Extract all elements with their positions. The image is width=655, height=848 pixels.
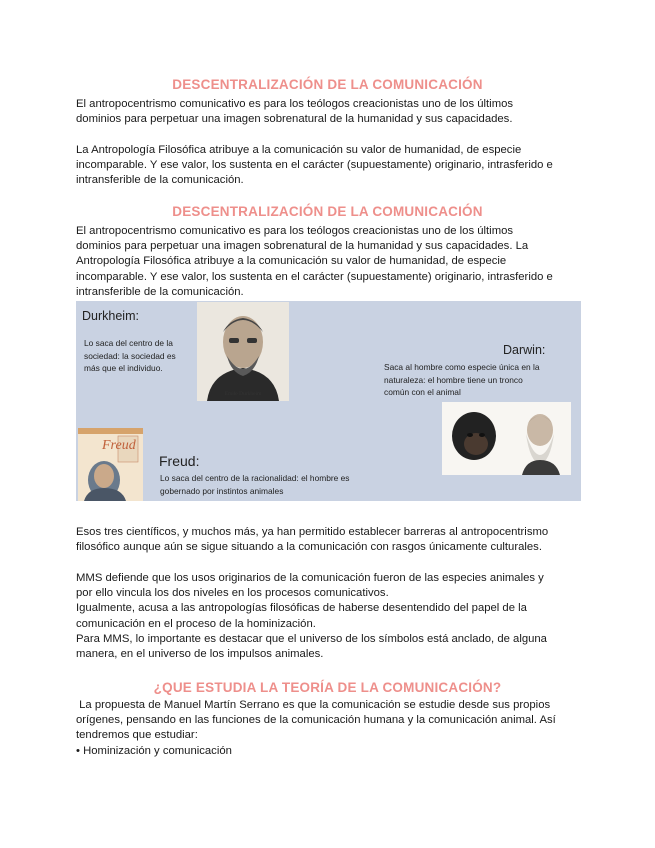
durkheim-photo-label: Emile Durkheim [224, 391, 262, 397]
durkheim-name: Durkheim: [82, 309, 139, 323]
freud-caption [160, 472, 349, 497]
section-title-descentralizacion-2: DESCENTRALIZACIÓN DE LA COMUNICACIÓN [172, 204, 483, 219]
durkheim-portrait-photo [197, 302, 289, 401]
caption-line: más que el individuo. [84, 363, 163, 373]
freud-book-title: Freud [102, 438, 136, 453]
ape-and-darwin-photo [442, 402, 571, 475]
text-line: incomparable. Y ese valor, los sustenta en el carácter (supuestamente) originario, intrasferido e [76, 159, 553, 172]
embedded-slide-image [76, 301, 581, 501]
text-line: Esos tres científicos, y muchos más, ya han permitido establecer barreras al antropocentrismo [76, 526, 549, 538]
text-line: comunicación en el proceso de la hominización. [76, 617, 316, 630]
caption-line: Lo saca del centro de la racionalidad: el hombre es [160, 473, 350, 483]
text-line: manera, en el universo de los impulsos animales. [76, 648, 324, 661]
paragraph-tres-cientificos [76, 525, 581, 555]
caption-line: gobernado por instintos animales [160, 485, 284, 496]
section-title-descentralizacion-1: DESCENTRALIZACIÓN DE LA COMUNICACIÓN [172, 77, 483, 92]
freud-book-cover [78, 428, 143, 501]
text-line: El antropocentrismo comunicativo es para los teólogos creacionistas uno de los últimos [76, 225, 514, 237]
paragraph-antropocentrismo-2 [76, 224, 581, 300]
text-line: Igualmente, acusa a las antropologías filosóficas de haberse desentendido del papel de la [76, 602, 527, 615]
text-line: por ello vincula los dos niveles en los procesos comunicativos. [76, 587, 389, 600]
caption-line: naturaleza: el hombre tiene un tronco [384, 374, 523, 385]
caption-line: sociedad: la sociedad es [84, 350, 176, 361]
darwin-name: Darwin: [503, 343, 546, 357]
paragraph-mms [76, 571, 581, 662]
text-line: orígenes, pensando en las funciones de la comunicación humana y la comunicación animal. Así [76, 714, 556, 727]
caption-line: común con el animal [384, 387, 461, 397]
text-line: filosófico aunque aún se sigue situando a la comunicación con rasgos únicamente culturales. [76, 541, 542, 554]
text-line: tendremos que estudiar: [76, 729, 198, 742]
freud-name: Freud: [159, 453, 200, 469]
text-line: El antropocentrismo comunicativo es para los teólogos creacionistas uno de los últimos [76, 98, 514, 110]
text-line: intransferible de la comunicación. [76, 174, 244, 187]
text-line: Para MMS, lo importante es destacar que el universo de los símbolos está anclado, de alguna [76, 632, 547, 645]
paragraph-propuesta [76, 698, 581, 759]
paragraph-antropologia-1 [76, 143, 581, 189]
section-title-teoria: ¿QUE ESTUDIA LA TEORÍA DE LA COMUNICACIÓN? [153, 680, 502, 695]
text-line: MMS defiende que los usos originarios de la comunicación fueron de las especies animales y [76, 572, 544, 584]
text-line: dominios para perpetuar una imagen sobrenatural de la humanidad y sus capacidades. [76, 113, 513, 126]
text-line: dominios para perpetuar una imagen sobrenatural de la humanidad y sus capacidades. La [76, 240, 529, 253]
text-line: La propuesta de Manuel Martín Serrano es que la comunicación se estudie desde sus propios [76, 699, 551, 711]
darwin-caption [384, 361, 540, 399]
caption-line: Saca al hombre como especie única en la [384, 362, 540, 372]
text-line: La Antropología Filosófica atribuye a la comunicación su valor de humanidad, de especie [76, 144, 522, 156]
paragraph-antropocentrismo-1 [76, 97, 581, 127]
bullet-item: • Hominización y comunicación [76, 744, 232, 757]
text-line: incomparable. Y ese valor, los sustenta en el carácter (supuestamente) originario, intrasferido e [76, 270, 553, 283]
text-line: Antropología Filosófica atribuye a la comunicación su valor de humanidad, de especie [76, 255, 507, 268]
durkheim-caption [84, 337, 176, 375]
text-line: intransferible de la comunicación. [76, 285, 244, 298]
caption-line: Lo saca del centro de la [84, 338, 173, 348]
